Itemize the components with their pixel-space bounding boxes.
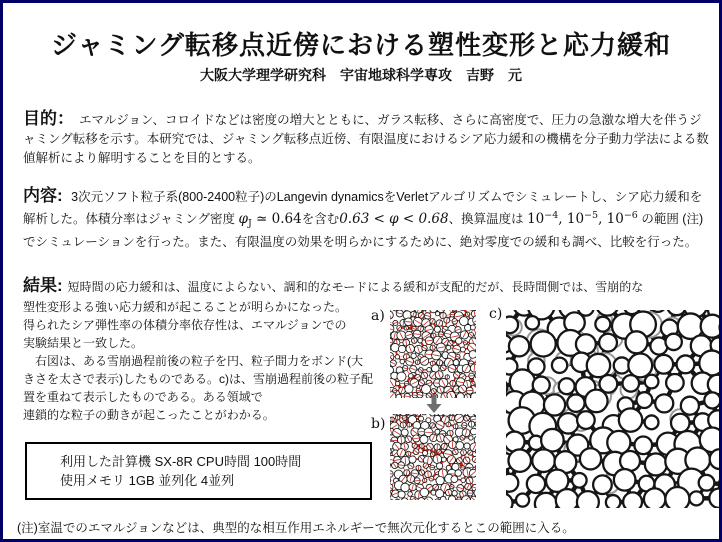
result-line: 塑性変形よる強い応力緩和が起こることが明らかになった。 [23,300,348,314]
affiliation-line: 大阪大学理学研究科 宇宙地球科学専攻 吉野 元 [200,67,522,83]
purpose-heading: 目的： [23,109,74,128]
footnote: (注)室温でのエマルジョンなどは、典型的な相互作用エネルギーで無次元化するとこの範囲に入る。 [17,521,575,535]
computer-info-line: 利用した計算機 SX-8R CPU時間 100時間 [60,454,302,469]
result-line: 実験結果と一致した。 [23,336,144,350]
particle-overlay-figure [506,310,719,508]
computer-info-box [25,442,372,500]
result-line: きさを太さで表示)したものである。c)は、雪崩過程前後の粒子配 [23,372,373,386]
content-heading: 内容: [23,186,63,205]
slide-title: ジャミング転移点近傍における塑性変形と応力緩和 [51,30,671,60]
result-line: 得られたシア弾性率の体積分率依存性は、エマルジョンでの [23,318,347,332]
math-phi-range: 0.63 < φ < 0.68 [339,210,449,227]
math-temperatures: $10^{-4}$, $10^{-5}$, $10^{-6}$ [527,209,638,227]
figure-c-label: c) [489,306,503,322]
content-text-4: の範囲 (注)でシミュレーションを行った。また、有限温度の効果を明らかにするために、絶対零度での緩和も調べ、比較を行った。 [23,211,704,249]
force-network-before-figure [390,310,476,398]
figure-b-label: b) [371,416,386,432]
content-text-1: 3次元ソフト粒子系(800-2400粒子)のLangevin dynamicsをVerletアルゴリズムでシミュレートし、シア応力緩和を解析した。体積分率はジャミング密度 [23,190,703,226]
result-line: 結果: 短時間の応力緩和は、温度によらない、調和的なモードによる緩和が支配的だが、長時間側では、雪崩的な [23,276,644,295]
content-text-3: 、換算温度は [448,211,528,226]
figure-a-label: a) [371,308,385,324]
math-phi-j: $\varphi_J$ ≃ 0.64 [238,210,302,229]
force-network-after-figure [390,414,476,500]
result-line: 置を重ねて表示したものである。ある領域で [23,390,263,404]
content-section [23,187,711,252]
result-line: 連鎖的な粒子の動きが起こったことがわかる。 [23,408,275,422]
content-text-2: を含む [301,211,340,226]
result-line: 右図は、ある雪崩過程前後の粒子を円、粒子間力をボンド(大 [23,354,363,368]
purpose-body: エマルジョン、コロイドなどは密度の増大とともに、ガラス転移、さらに高密度で、圧力の急激な増大を伴うジャミング転移を示す。本研究では、ジャミング転移点近傍、有限温度におけるシア応力緩和の機構を分子動力学法による数値解析により解明することを目的とする。 [23,113,709,165]
result-heading: 結果: [23,276,63,295]
purpose-section [23,109,711,168]
computer-info-line: 使用メモリ 1GB 並列化 4並列 [60,473,235,488]
